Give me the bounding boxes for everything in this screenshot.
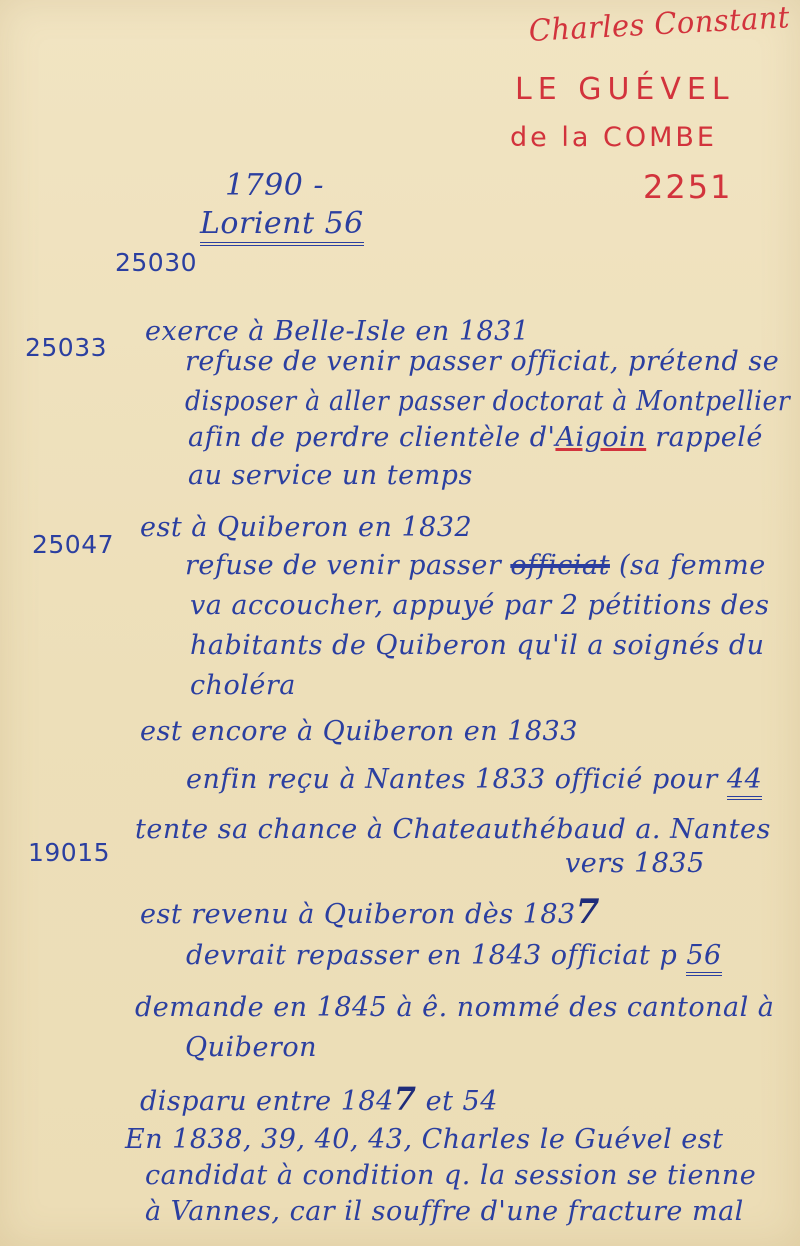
note-text: enfin reçu à Nantes 1833 officié pour xyxy=(186,764,727,795)
note-text: et 54 xyxy=(416,1086,498,1117)
name-line-3: de la COMBE xyxy=(510,122,717,153)
note-line: Quiberon xyxy=(185,1032,317,1063)
margin-ref-25047: 25047 xyxy=(32,530,115,559)
margin-ref-19015: 19015 xyxy=(28,838,111,867)
underlined-number: 44 xyxy=(727,764,762,800)
note-line: candidat à condition q. la session se tienne xyxy=(145,1160,757,1191)
note-line: à Vannes, car il souffre d'une fracture mal xyxy=(145,1196,744,1227)
birth-year: 1790 - xyxy=(225,168,325,203)
corrected-digit: 7 xyxy=(575,892,600,932)
note-text: rappelé xyxy=(646,422,763,453)
note-line xyxy=(188,422,763,453)
note-text: refuse de venir passer xyxy=(185,550,511,581)
note-line: va accoucher, appuyé par 2 pétitions des xyxy=(190,590,770,621)
note-line: disposer à aller passer doctorat à Montpellier xyxy=(185,386,791,417)
birth-place: Lorient 56 xyxy=(200,206,364,246)
note-text: afin de perdre clientèle d' xyxy=(188,422,556,453)
note-line xyxy=(185,550,766,581)
note-text: devrait repasser en 1843 officiat p xyxy=(186,940,687,971)
note-line: au service un temps xyxy=(188,460,473,491)
reference-25030: 25030 xyxy=(115,248,198,277)
note-line xyxy=(140,892,600,932)
name-line-1: Charles Constant xyxy=(528,0,791,49)
note-line: exerce à Belle-Isle en 1831 xyxy=(145,316,530,347)
struck-word: officiat xyxy=(510,550,610,581)
name-line-2: LE GUÉVEL xyxy=(515,72,735,107)
note-text: (sa femme xyxy=(609,550,766,581)
note-text: est revenu à Quiberon dès 183 xyxy=(140,899,576,930)
note-line: refuse de venir passer officiat, prétend se xyxy=(185,346,780,377)
note-line: est encore à Quiberon en 1833 xyxy=(140,716,578,747)
note-text: disparu entre 184 xyxy=(140,1086,394,1117)
ref-number: 2251 xyxy=(643,168,733,206)
underlined-name: Aigoin xyxy=(555,422,647,453)
note-line xyxy=(186,940,722,971)
note-line: choléra xyxy=(190,670,296,701)
note-line: tente sa chance à Chateauthébaud a. Nantes xyxy=(135,814,771,845)
note-line: demande en 1845 à ê. nommé des cantonal à xyxy=(135,992,775,1023)
underlined-number: 56 xyxy=(686,940,721,976)
note-line xyxy=(140,1080,498,1118)
note-line: En 1838, 39, 40, 43, Charles le Guével est xyxy=(125,1124,724,1155)
note-line: vers 1835 xyxy=(565,848,705,879)
note-line: est à Quiberon en 1832 xyxy=(140,512,473,543)
note-line: habitants de Quiberon qu'il a soignés du xyxy=(190,630,765,661)
note-line xyxy=(186,764,762,795)
margin-ref-25033: 25033 xyxy=(25,333,108,362)
corrected-digit: 7 xyxy=(393,1080,417,1118)
